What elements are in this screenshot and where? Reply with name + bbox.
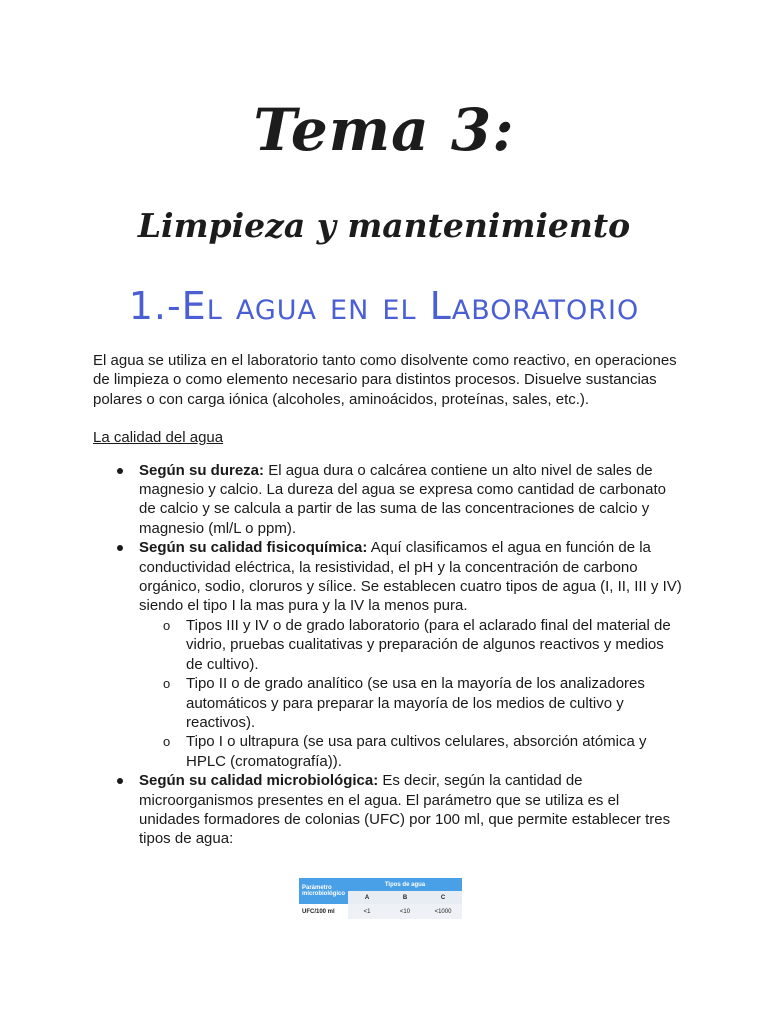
sub-list-item xyxy=(139,674,683,732)
section-heading: 1.-El agua en el Laboratorio xyxy=(128,284,640,328)
water-types-table xyxy=(299,878,462,919)
bullet-dot-icon xyxy=(117,778,123,784)
sub-item-text: Tipo II o de grado analítico (se usa en la mayoría de los analizadores automáticos y para preparar la mayoría de los medios de cultivo y reactivos). xyxy=(186,675,645,731)
bullet-item-physicochemical xyxy=(93,538,683,771)
bullet-text: Aquí clasificamos el agua en función de la conductividad eléctrica, la resistividad, el pH y la concentración de carbono orgánico, sodio, cloruros y sílice. Se establecen cuatro tipos de agua (I, II, III y IV) siendo el tipo I la mas pura y la IV la menos pura. xyxy=(139,539,682,615)
bullet-dot-icon xyxy=(117,545,123,551)
subheading-water-quality: La calidad del agua xyxy=(93,429,224,447)
sub-item-text: Tipos III y IV o de grado laboratorio (para el aclarado final del material de vidrio, pruebas cualitativas y preparación de algunos reactivos y medios de cultivo). xyxy=(186,616,671,673)
bullet-label: Según su calidad microbiológica: xyxy=(139,772,379,790)
page-title: Tema 3: xyxy=(253,96,515,164)
intro-paragraph: El agua se utiliza en el laboratorio tanto como disolvente como reactivo, en operaciones de limpieza o como elemento necesario para distintos procesos. Disuelve sustancias polares o con carga iónica (alcoholes, aminoácidos, proteínas, sales, etc.). xyxy=(93,352,677,408)
sub-bullet-list xyxy=(139,616,683,771)
table-param-header: Parámetro microbiológico xyxy=(299,878,348,904)
table-column-header: A xyxy=(348,891,386,904)
table-header-row xyxy=(299,878,462,891)
table-column-header: C xyxy=(424,891,462,904)
document-body xyxy=(93,351,683,849)
sub-list-item xyxy=(139,616,683,674)
water-types-table-image xyxy=(299,878,462,919)
table-cell: <1 xyxy=(348,904,386,919)
sub-list-item xyxy=(139,732,683,771)
table-cell: <1000 xyxy=(424,904,462,919)
bullet-label: Según su dureza: xyxy=(139,461,265,479)
quality-bullet-list xyxy=(93,461,683,849)
sub-item-text: Tipo I o ultrapura (se usa para cultivos celulares, absorción atómica y HPLC (cromatografía)). xyxy=(186,733,647,770)
hollow-bullet-icon: o xyxy=(163,676,171,692)
hollow-bullet-icon: o xyxy=(163,617,171,633)
bullet-dot-icon xyxy=(117,468,123,474)
page-subtitle: Limpieza y mantenimiento xyxy=(137,206,631,245)
table-group-header: Tipos de agua xyxy=(348,878,462,891)
table-row xyxy=(299,904,462,919)
bullet-label: Según su calidad fisicoquímica: xyxy=(139,539,368,557)
bullet-item-microbiological xyxy=(93,771,683,849)
hollow-bullet-icon: o xyxy=(163,734,171,750)
table-row-label: UFC/100 ml xyxy=(299,904,348,919)
bullet-item-hardness xyxy=(93,461,683,539)
bullet-text: El agua dura o calcárea contiene un alto nivel de sales de magnesio y calcio. La dureza del agua se expresa como cantidad de carbonato de calcio y se calcula a partir de las suma de las concentraciones de calcio y magnesio (ml/L o ppm). xyxy=(139,461,666,537)
bullet-text: Es decir, según la cantidad de microorganismos presentes en el agua. El parámetro que se utiliza es el unidades formadores de colonias (UFC) por 100 ml, que permite establecer tres tipos de agua: xyxy=(139,772,671,848)
table-column-header: B xyxy=(386,891,424,904)
table-cell: <10 xyxy=(386,904,424,919)
